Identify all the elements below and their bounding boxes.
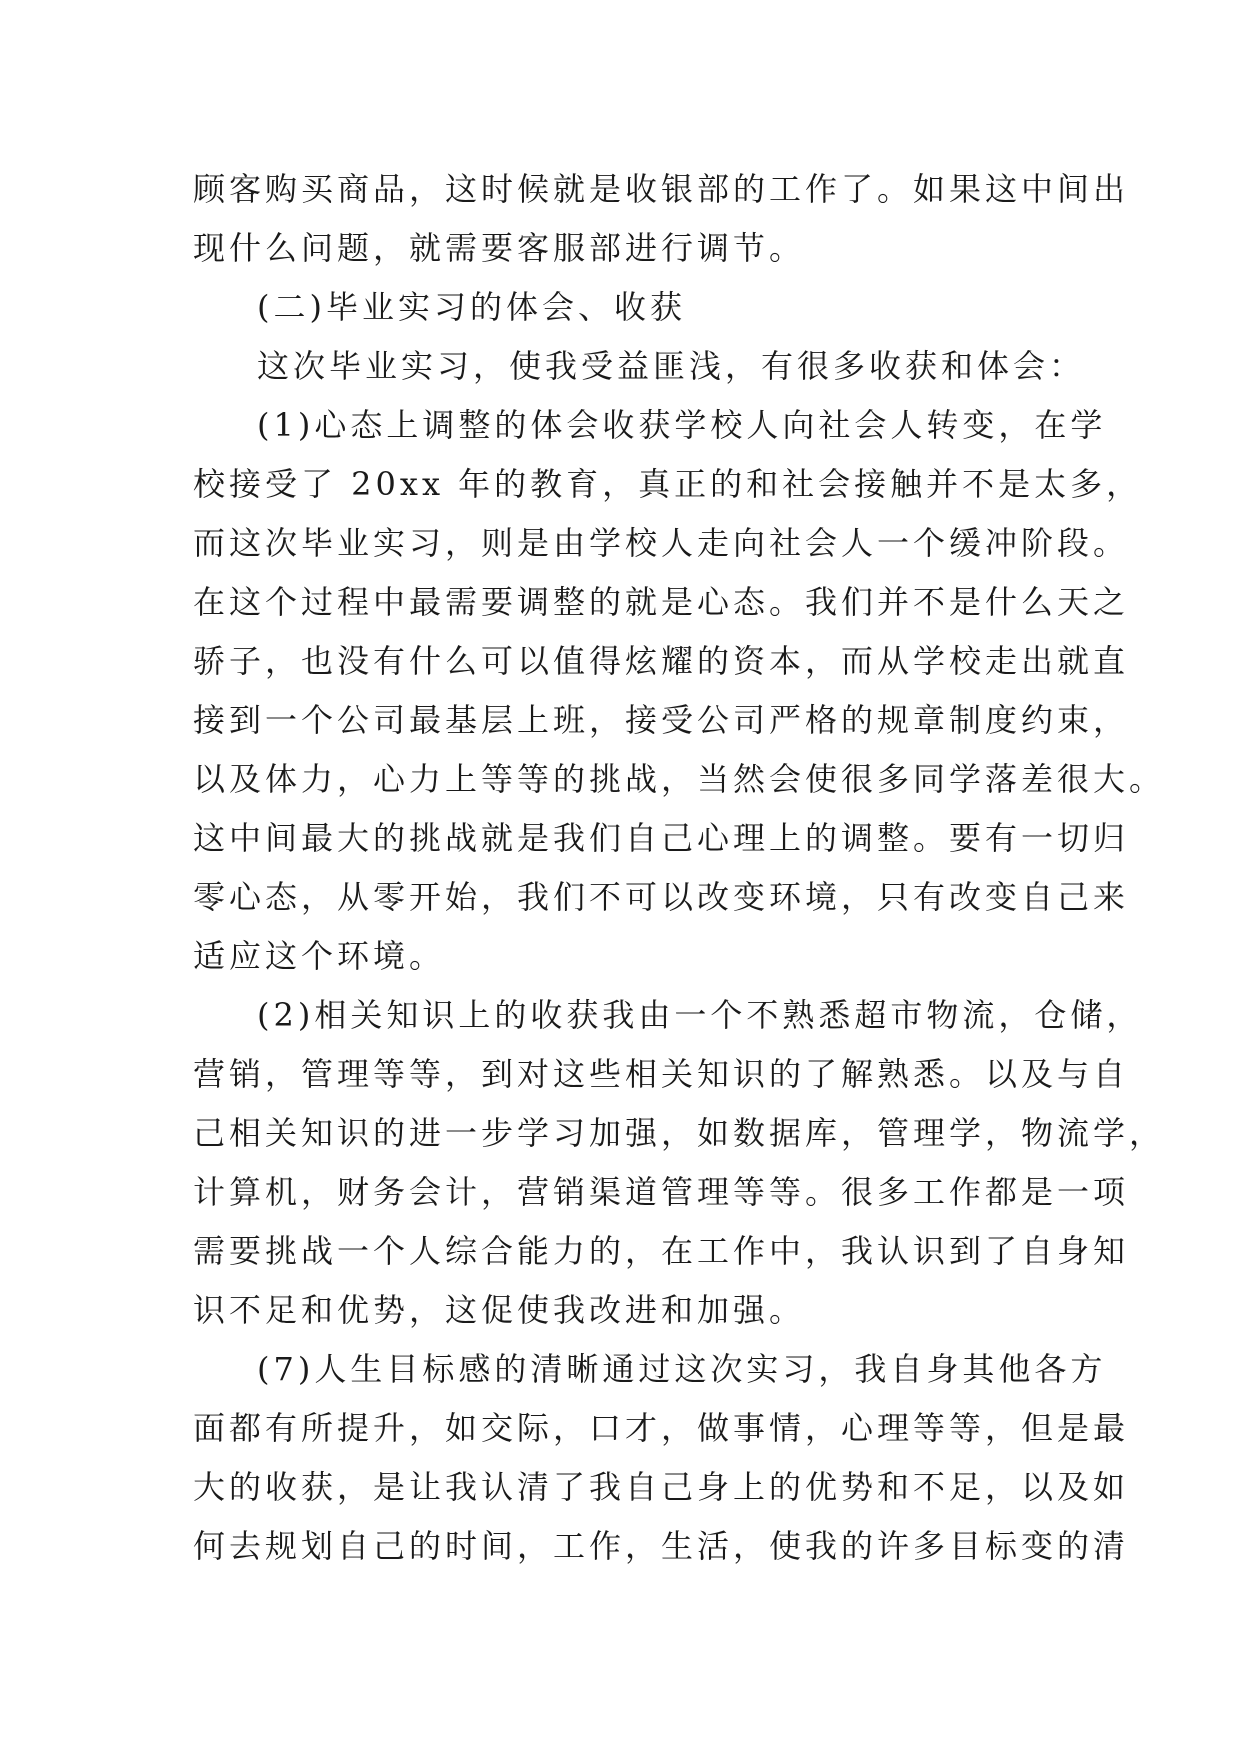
section-heading: (二)毕业实习的体会、收获 <box>257 288 686 326</box>
text-line-4: 这次毕业实习，使我受益匪浅，有很多收获和体会： <box>257 347 1086 385</box>
text-line-18: 计算机，财务会计，营销渠道管理等等。很多工作都是一项 <box>193 1173 1130 1211</box>
text-line-11: 以及体力，心力上等等的挑战，当然会使很多同学落差很大。 <box>193 760 1166 798</box>
text-line-2: 现什么问题，就需要客服部进行调节。 <box>193 229 806 267</box>
text-line-12: 这中间最大的挑战就是我们自己心理上的调整。要有一切归 <box>193 819 1130 857</box>
text-line-23: 大的收获，是让我认清了我自己身上的优势和不足，以及如 <box>193 1468 1130 1506</box>
paragraph-3-start: (7)人生目标感的清晰通过这次实习，我自身其他各方 <box>257 1350 1107 1388</box>
text-line-19: 需要挑战一个人综合能力的，在工作中，我认识到了自身知 <box>193 1232 1130 1270</box>
text-line-16: 营销，管理等等，到对这些相关知识的了解熟悉。以及与自 <box>193 1055 1130 1093</box>
text-line-6: 校接受了 20xx 年的教育，真正的和社会接触并不是太多， <box>193 465 1143 503</box>
text-line-20: 识不足和优势，这促使我改进和加强。 <box>193 1291 806 1329</box>
text-line-24: 何去规划自己的时间，工作，生活，使我的许多目标变的清 <box>193 1527 1130 1565</box>
text-line-7: 而这次毕业实习，则是由学校人走向社会人一个缓冲阶段。 <box>193 524 1130 562</box>
paragraph-1-start: (1)心态上调整的体会收获学校人向社会人转变，在学 <box>257 406 1107 444</box>
text-line-8: 在这个过程中最需要调整的就是心态。我们并不是什么天之 <box>193 583 1130 621</box>
text-line-10: 接到一个公司最基层上班，接受公司严格的规章制度约束， <box>193 701 1130 739</box>
text-line-22: 面都有所提升，如交际，口才，做事情，心理等等，但是最 <box>193 1409 1130 1447</box>
document-body <box>193 160 1166 1576</box>
text-line-1: 顾客购买商品，这时候就是收银部的工作了。如果这中间出 <box>193 170 1130 208</box>
text-line-9: 骄子，也没有什么可以值得炫耀的资本，而从学校走出就直 <box>193 642 1130 680</box>
paragraph-2-start: (2)相关知识上的收获我由一个不熟悉超市物流，仓储， <box>257 996 1143 1034</box>
text-line-13: 零心态，从零开始，我们不可以改变环境，只有改变自己来 <box>193 878 1130 916</box>
text-line-14: 适应这个环境。 <box>193 937 446 975</box>
text-line-17: 己相关知识的进一步学习加强，如数据库，管理学，物流学， <box>193 1114 1166 1152</box>
